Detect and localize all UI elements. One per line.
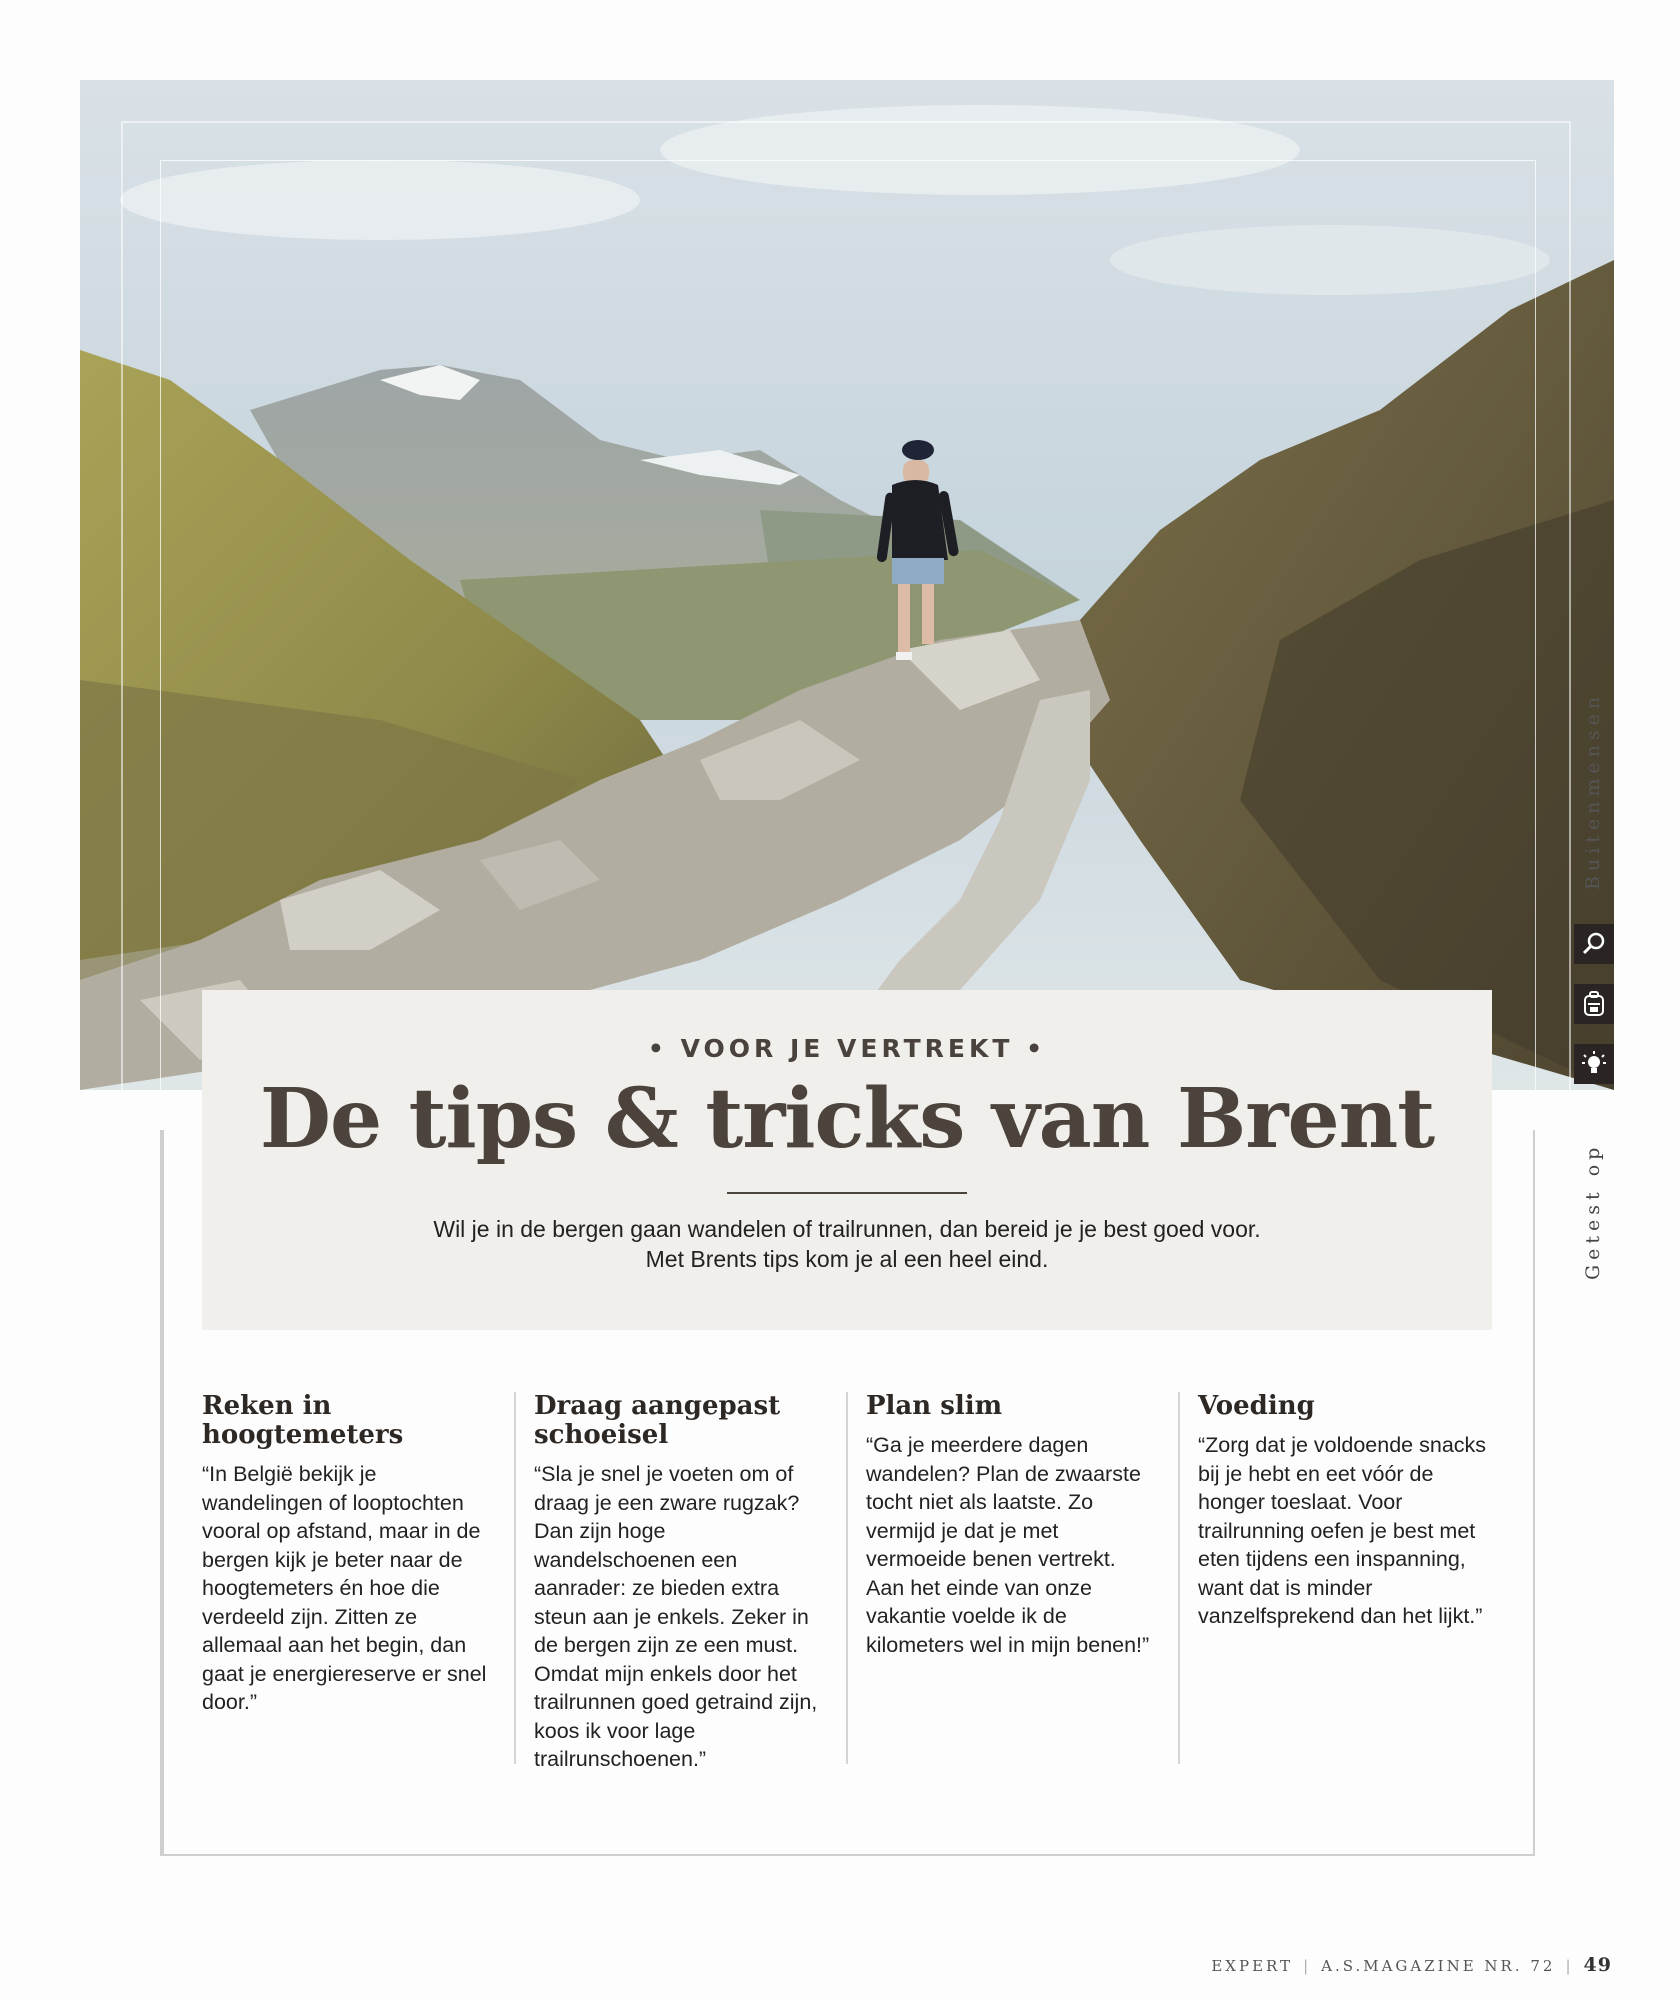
section-label-buitenmensen: Buitenmensen <box>1582 691 1604 890</box>
footer-magazine: A.S.MAGAZINE NR. 72 <box>1321 1957 1556 1975</box>
lightbulb-icon <box>1574 1044 1614 1084</box>
tip-heading: Reken in hoogtemeters <box>202 1391 404 1450</box>
intro-text <box>202 1214 1492 1274</box>
photo-frame-inner <box>160 160 1536 1090</box>
page-number: 49 <box>1583 1954 1612 1976</box>
tip-heading: Draag aangepast schoeisel <box>534 1391 781 1450</box>
title-panel <box>202 990 1492 1330</box>
page-footer: EXPERT | A.S.MAGAZINE NR. 72 | 49 <box>1211 1954 1612 1976</box>
column-divider <box>514 1392 516 1764</box>
tip-heading: Plan slim <box>866 1391 1003 1421</box>
section-label-getest-op: Getest op <box>1582 1142 1604 1280</box>
tip-column-2 <box>534 1392 824 1774</box>
tip-column-4 <box>1198 1392 1488 1631</box>
title-divider <box>727 1192 967 1194</box>
tip-body: “Ga je meerdere dagen wandelen? Plan de zwaarste tocht niet als laatste. Zo vermijd je dat je met vermoeide benen vertrekt. Aan het einde van onze vakantie voelde ik de kilometers wel in mijn benen!” <box>866 1433 1150 1657</box>
intro-line-1: Wil je in de bergen gaan wandelen of trailrunnen, dan bereid je je best goed voor. <box>433 1216 1261 1242</box>
column-divider <box>846 1392 848 1764</box>
tip-column-1 <box>202 1392 492 1717</box>
intro-line-2: Met Brents tips kom je al een heel eind. <box>645 1246 1049 1272</box>
kicker: • VOOR JE VERTREKT • <box>647 1034 1047 1063</box>
tip-body: “Sla je snel je voeten om of draag je een zware rugzak? Dan zijn hoge wandelschoenen een aanrader: ze bieden extra steun aan je enkels. Zeker in de bergen zijn ze een must. Omdat mijn enkels door het trailrunnen goed getraind zijn, koos ik voor lage trailrunschoenen.” <box>534 1462 818 1771</box>
backpack-icon <box>1574 984 1614 1024</box>
search-icon <box>1574 924 1614 964</box>
page-title: De tips & tricks van Brent <box>259 1071 1435 1167</box>
tip-body: “Zorg dat je voldoende snacks bij je hebt en eet vóór de honger toeslaat. Voor trailrunning oefen je best met eten tijdens een inspanning, want dat is minder vanzelfsprekend dan het lijkt.” <box>1198 1433 1487 1628</box>
column-divider <box>1178 1392 1180 1764</box>
tip-body: “In België bekijk je wandelingen of looptochten vooral op afstand, maar in de bergen kijk je beter naar de hoogtemeters én hoe die verdeeld zijn. Zitten ze allemaal aan het begin, dan gaat je energiereserve er snel door.” <box>202 1462 487 1714</box>
tip-heading: Voeding <box>1198 1391 1315 1421</box>
tip-column-3 <box>866 1392 1156 1659</box>
footer-section: EXPERT <box>1211 1957 1294 1975</box>
